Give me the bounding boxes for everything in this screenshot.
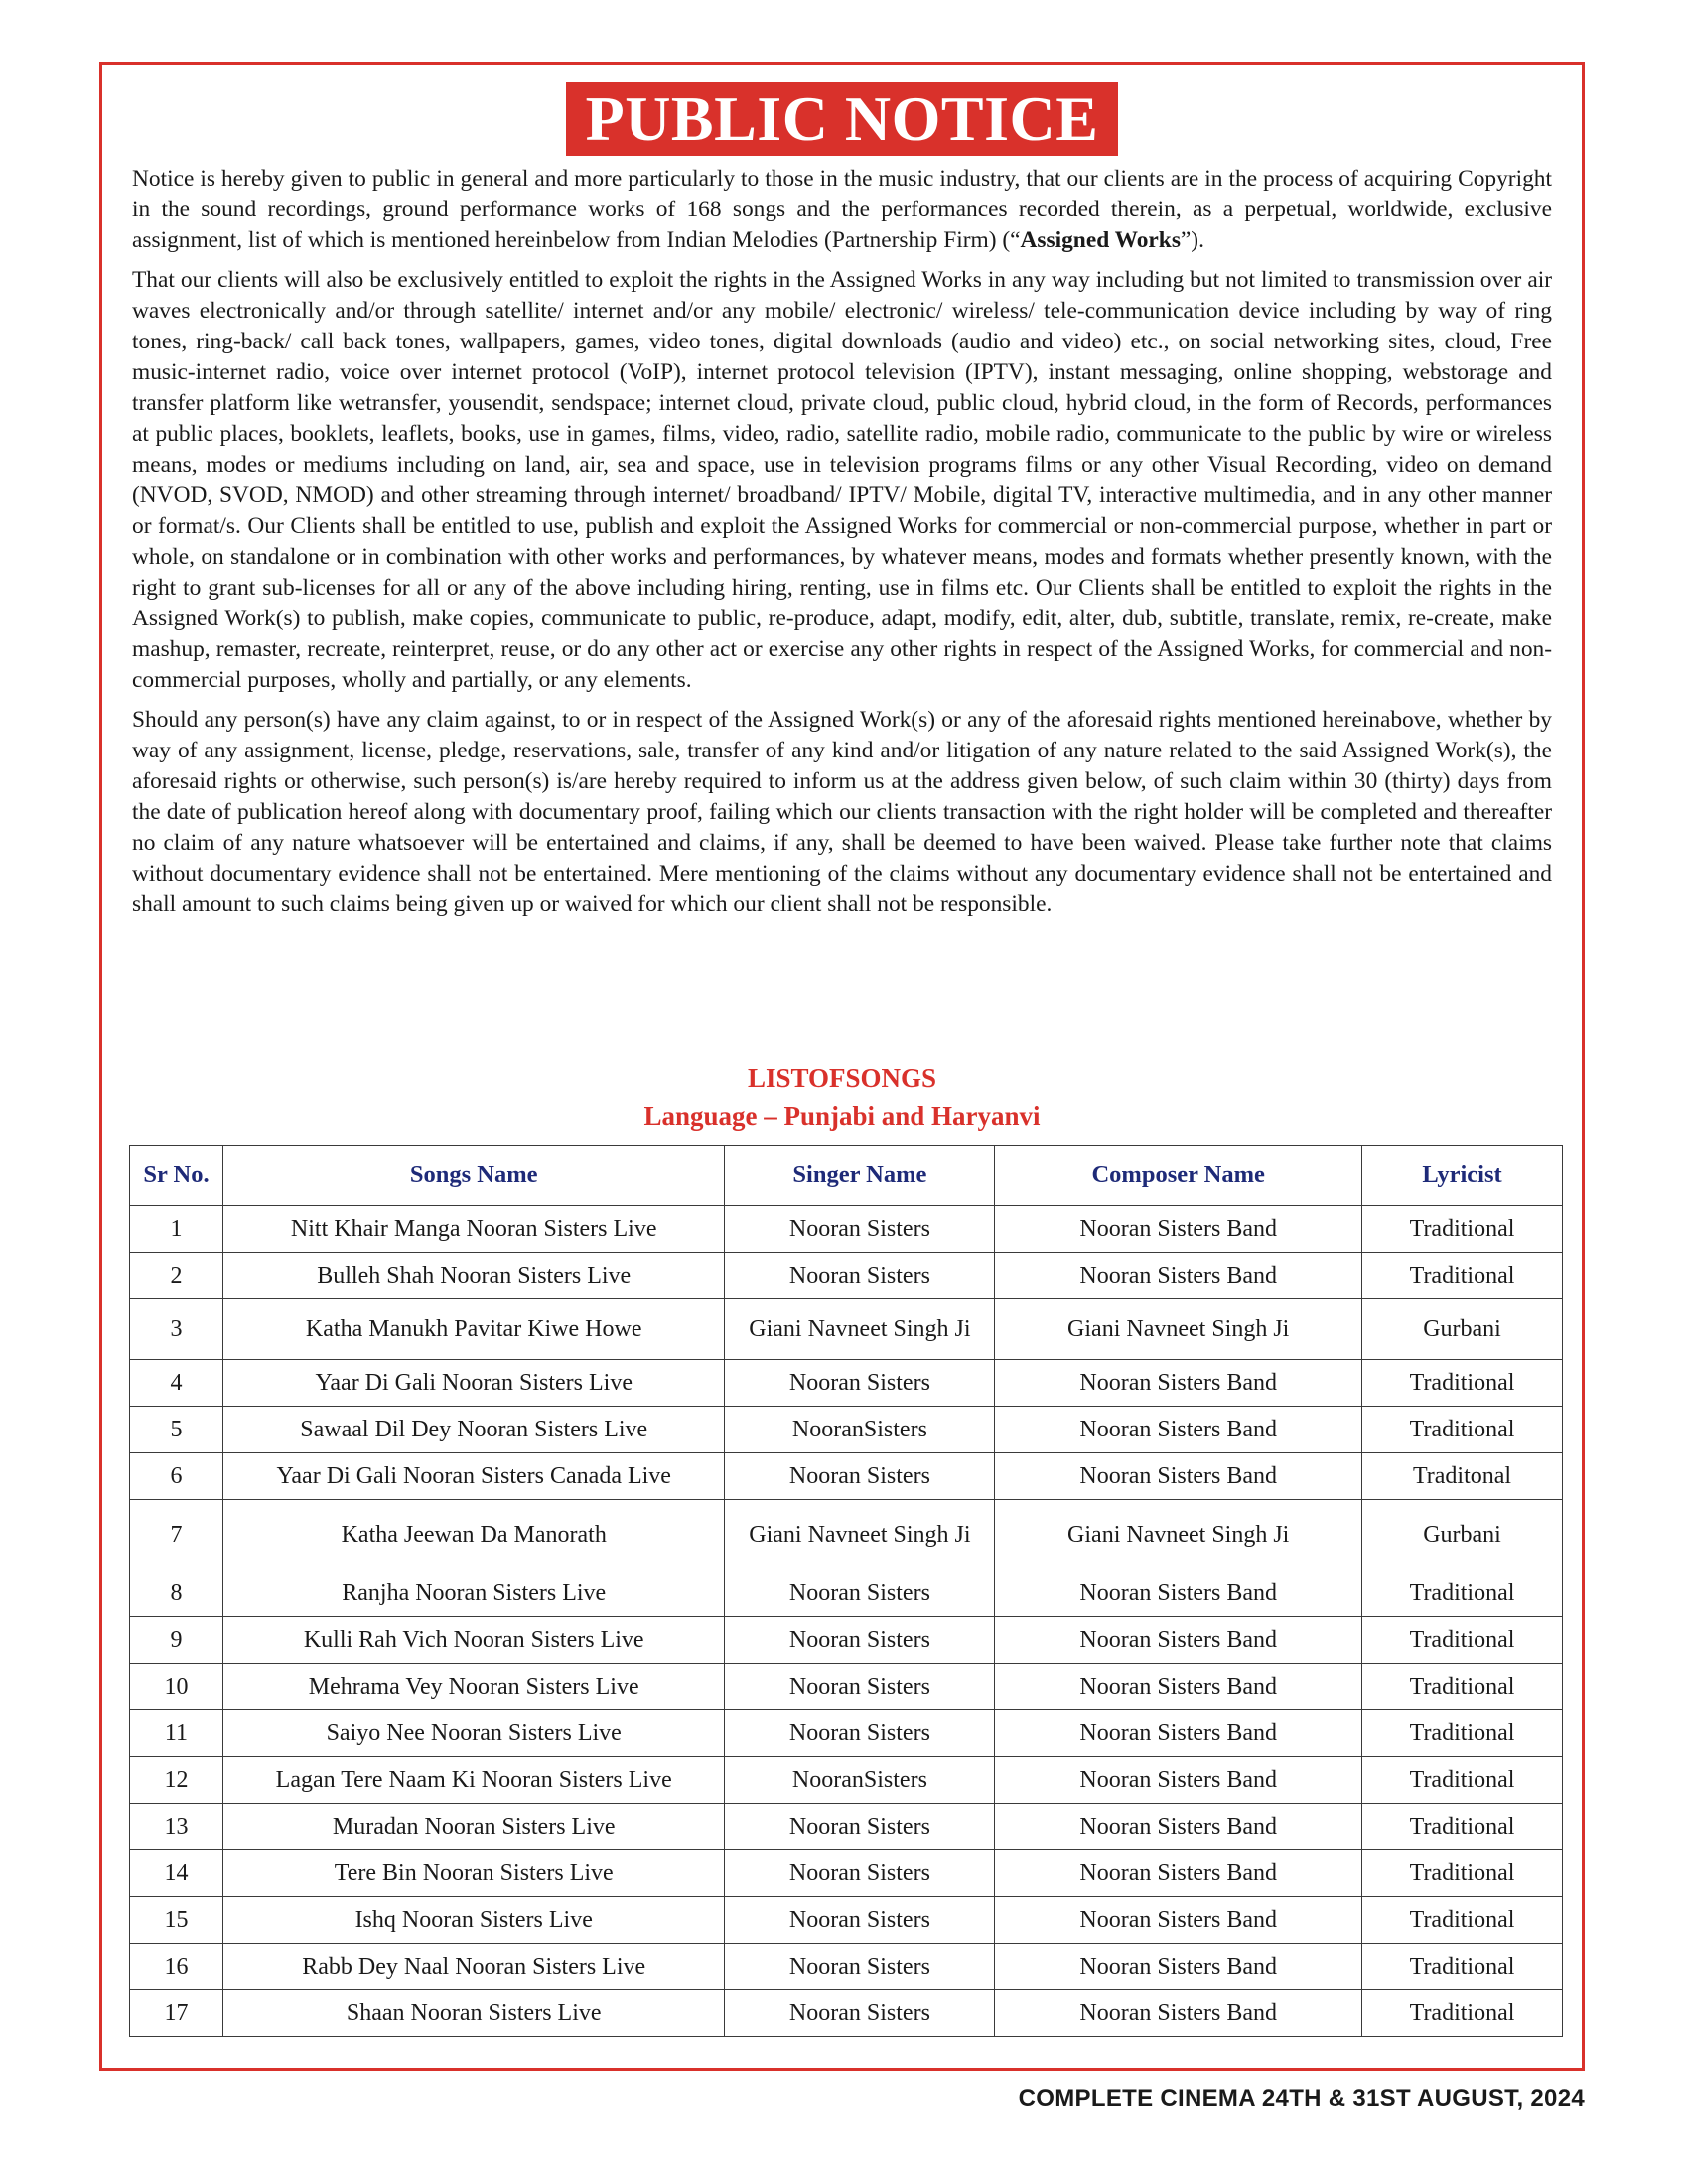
table-row xyxy=(130,1850,1563,1897)
composer-name-cell: Nooran Sisters Band xyxy=(995,1570,1362,1617)
column-header-song-name: Songs Name xyxy=(222,1146,725,1206)
column-header-sr-no: Sr No. xyxy=(130,1146,223,1206)
composer-name-cell: Nooran Sisters Band xyxy=(995,1664,1362,1710)
song-name-cell: Muradan Nooran Sisters Live xyxy=(222,1804,725,1850)
composer-name-cell: Nooran Sisters Band xyxy=(995,1990,1362,2037)
songs-table xyxy=(129,1145,1563,2037)
sr-no-cell: 3 xyxy=(130,1299,223,1360)
paragraph-claims: Should any person(s) have any claim against, to or in respect of the Assigned Work(s) or any of the aforesaid rights mentioned hereinabove, whether by way of any assignment, license, pledge, reservations, sale, transfer of any kind and/or litigation of any nature related to the said Assigned Work(s), the aforesaid rights or otherwise, such person(s) is/are hereby required to inform us at the address given below, of such claim within 30 (thirty) days from the date of publication hereof along with documentary proof, failing which our clients transaction with the right holder will be completed and thereafter no claim of any nature whatsoever will be entertained and claims, if any, shall be deemed to have been waived. Please take further note that claims without documentary evidence shall not be entertained. Mere mentioning of the claims without any documentary evidence shall not be entertained and shall amount to such claims being given up or waived for which our client shall not be responsible. xyxy=(132,707,1552,917)
column-header-singer-name: Singer Name xyxy=(725,1146,995,1206)
song-name-cell: Sawaal Dil Dey Nooran Sisters Live xyxy=(222,1407,725,1453)
singer-name-cell: Nooran Sisters xyxy=(725,1206,995,1253)
sr-no-cell: 11 xyxy=(130,1710,223,1757)
lyricist-cell: Traditional xyxy=(1362,1990,1563,2037)
sr-no-cell: 13 xyxy=(130,1804,223,1850)
table-row xyxy=(130,1944,1563,1990)
song-name-cell: Katha Jeewan Da Manorath xyxy=(222,1500,725,1570)
composer-name-cell: Nooran Sisters Band xyxy=(995,1253,1362,1299)
lyricist-cell: Traditional xyxy=(1362,1710,1563,1757)
sr-no-cell: 9 xyxy=(130,1617,223,1664)
composer-name-cell: Nooran Sisters Band xyxy=(995,1407,1362,1453)
table-row xyxy=(130,1407,1563,1453)
composer-name-cell: Nooran Sisters Band xyxy=(995,1804,1362,1850)
lyricist-cell: Traditonal xyxy=(1362,1453,1563,1500)
singer-name-cell: Nooran Sisters xyxy=(725,1453,995,1500)
lyricist-cell: Traditional xyxy=(1362,1360,1563,1407)
singer-name-cell: Nooran Sisters xyxy=(725,1570,995,1617)
lyricist-cell: Traditional xyxy=(1362,1804,1563,1850)
table-row xyxy=(130,1360,1563,1407)
lyricist-cell: Traditional xyxy=(1362,1617,1563,1664)
table-row xyxy=(130,1206,1563,1253)
paragraph-rights: That our clients will also be exclusively entitled to exploit the rights in the Assigned Works in any way including but not limited to transmission over air waves electronically and/or through satellite/ internet and/or any mobile/ electronic/ wireless/ tele-communication device including by way of ring tones, ring-back/ call back tones, wallpapers, games, video tones, digital downloads (audio and video) etc., on social networking sites, cloud, Free music-internet radio, voice over internet protocol (VoIP), internet protocol television (IPTV), instant messaging, online shopping, webstorage and transfer platform like wetransfer, yousendit, sendspace; internet cloud, private cloud, public cloud, hybrid cloud, in the form of Records, performances at public places, booklets, leaflets, books, use in games, films, video, radio, satellite radio, mobile radio, communicate to the public by wire or wireless means, modes or mediums including on land, air, sea and space, use in television programs films or any other Visual Recording, video on demand (NVOD, SVOD, NMOD) and other streaming through internet/ broadband/ IPTV/ Mobile, digital TV, interactive multimedia, and in any other manner or format/s. Our Clients shall be entitled to use, publish and exploit the Assigned Works for commercial or non-commercial purpose, whether in part or whole, on standalone or in combination with other works and performances, by whatever means, modes and formats whether presently known, with the right to grant sub-licenses for all or any of the above including hiring, renting, use in films etc. Our Clients shall be entitled to exploit the rights in the Assigned Work(s) to publish, make copies, communicate to public, re-produce, adapt, modify, edit, alter, dub, subtitle, translate, remix, re-create, make mashup, remaster, recreate, reinterpret, reuse, or do any other act or exercise any other rights in respect of the Assigned Works, for commercial and non-commercial purposes, wholly and partially, or any elements. xyxy=(132,267,1552,693)
singer-name-cell: Nooran Sisters xyxy=(725,1710,995,1757)
singer-name-cell: NooranSisters xyxy=(725,1757,995,1804)
title-container xyxy=(102,82,1582,156)
singer-name-cell: Nooran Sisters xyxy=(725,1850,995,1897)
notice-body xyxy=(132,164,1552,929)
composer-name-cell: Giani Navneet Singh Ji xyxy=(995,1299,1362,1360)
table-row xyxy=(130,1253,1563,1299)
composer-name-cell: Nooran Sisters Band xyxy=(995,1944,1362,1990)
song-name-cell: Mehrama Vey Nooran Sisters Live xyxy=(222,1664,725,1710)
paragraph-acquisition-end: ”). xyxy=(1180,227,1204,253)
song-name-cell: Yaar Di Gali Nooran Sisters Live xyxy=(222,1360,725,1407)
sr-no-cell: 17 xyxy=(130,1990,223,2037)
sr-no-cell: 2 xyxy=(130,1253,223,1299)
song-name-cell: Ishq Nooran Sisters Live xyxy=(222,1897,725,1944)
sr-no-cell: 4 xyxy=(130,1360,223,1407)
sr-no-cell: 14 xyxy=(130,1850,223,1897)
sr-no-cell: 12 xyxy=(130,1757,223,1804)
composer-name-cell: Nooran Sisters Band xyxy=(995,1453,1362,1500)
singer-name-cell: NooranSisters xyxy=(725,1407,995,1453)
lyricist-cell: Traditional xyxy=(1362,1850,1563,1897)
sr-no-cell: 16 xyxy=(130,1944,223,1990)
song-list-heading: LISTOFSONGS xyxy=(747,1063,937,1093)
lyricist-cell: Traditional xyxy=(1362,1897,1563,1944)
singer-name-cell: Nooran Sisters xyxy=(725,1360,995,1407)
table-row xyxy=(130,1570,1563,1617)
lyricist-cell: Traditional xyxy=(1362,1253,1563,1299)
singer-name-cell: Nooran Sisters xyxy=(725,1944,995,1990)
composer-name-cell: Nooran Sisters Band xyxy=(995,1710,1362,1757)
lyricist-cell: Traditional xyxy=(1362,1944,1563,1990)
song-name-cell: Saiyo Nee Nooran Sisters Live xyxy=(222,1710,725,1757)
sr-no-cell: 5 xyxy=(130,1407,223,1453)
table-row xyxy=(130,1757,1563,1804)
song-name-cell: Lagan Tere Naam Ki Nooran Sisters Live xyxy=(222,1757,725,1804)
table-row xyxy=(130,1897,1563,1944)
lyricist-cell: Traditional xyxy=(1362,1407,1563,1453)
song-name-cell: Katha Manukh Pavitar Kiwe Howe xyxy=(222,1299,725,1360)
composer-name-cell: Nooran Sisters Band xyxy=(995,1897,1362,1944)
lyricist-cell: Traditional xyxy=(1362,1664,1563,1710)
column-header-composer-name: Composer Name xyxy=(995,1146,1362,1206)
composer-name-cell: Nooran Sisters Band xyxy=(995,1850,1362,1897)
singer-name-cell: Giani Navneet Singh Ji xyxy=(725,1299,995,1360)
lyricist-cell: Gurbani xyxy=(1362,1299,1563,1360)
composer-name-cell: Nooran Sisters Band xyxy=(995,1206,1362,1253)
song-list-language: Language – Punjabi and Haryanvi xyxy=(643,1101,1041,1131)
song-name-cell: Bulleh Shah Nooran Sisters Live xyxy=(222,1253,725,1299)
table-row xyxy=(130,1710,1563,1757)
table-header-row xyxy=(130,1146,1563,1206)
paragraph-acquisition-text: Notice is hereby given to public in general and more particularly to those in the music industry, that our clients are in the process of acquiring Copyright in the sound recordings, ground performance works of 168 songs and the performances recorded therein, as a perpetual, worldwide, exclusive assignment, list of which is mentioned hereinbelow from Indian Melodies (Partnership Firm) (“ xyxy=(132,166,1552,253)
sr-no-cell: 1 xyxy=(130,1206,223,1253)
composer-name-cell: Giani Navneet Singh Ji xyxy=(995,1500,1362,1570)
column-header-lyricist: Lyricist xyxy=(1362,1146,1563,1206)
song-name-cell: Rabb Dey Naal Nooran Sisters Live xyxy=(222,1944,725,1990)
singer-name-cell: Nooran Sisters xyxy=(725,1990,995,2037)
sr-no-cell: 8 xyxy=(130,1570,223,1617)
singer-name-cell: Nooran Sisters xyxy=(725,1664,995,1710)
song-name-cell: Yaar Di Gali Nooran Sisters Canada Live xyxy=(222,1453,725,1500)
composer-name-cell: Nooran Sisters Band xyxy=(995,1757,1362,1804)
singer-name-cell: Nooran Sisters xyxy=(725,1897,995,1944)
table-row xyxy=(130,1299,1563,1360)
notice-title: PUBLIC NOTICE xyxy=(566,82,1119,156)
composer-name-cell: Nooran Sisters Band xyxy=(995,1617,1362,1664)
song-name-cell: Tere Bin Nooran Sisters Live xyxy=(222,1850,725,1897)
table-row xyxy=(130,1804,1563,1850)
song-name-cell: Shaan Nooran Sisters Live xyxy=(222,1990,725,2037)
composer-name-cell: Nooran Sisters Band xyxy=(995,1360,1362,1407)
lyricist-cell: Traditional xyxy=(1362,1570,1563,1617)
song-list-heading-block xyxy=(102,1059,1582,1135)
notice-border xyxy=(99,62,1585,2071)
singer-name-cell: Nooran Sisters xyxy=(725,1617,995,1664)
table-row xyxy=(130,1453,1563,1500)
singer-name-cell: Nooran Sisters xyxy=(725,1804,995,1850)
song-name-cell: Ranjha Nooran Sisters Live xyxy=(222,1570,725,1617)
singer-name-cell: Nooran Sisters xyxy=(725,1253,995,1299)
sr-no-cell: 7 xyxy=(130,1500,223,1570)
lyricist-cell: Traditional xyxy=(1362,1757,1563,1804)
paragraph-acquisition xyxy=(132,164,1552,256)
table-row xyxy=(130,1990,1563,2037)
song-name-cell: Nitt Khair Manga Nooran Sisters Live xyxy=(222,1206,725,1253)
song-name-cell: Kulli Rah Vich Nooran Sisters Live xyxy=(222,1617,725,1664)
sr-no-cell: 15 xyxy=(130,1897,223,1944)
sr-no-cell: 10 xyxy=(130,1664,223,1710)
sr-no-cell: 6 xyxy=(130,1453,223,1500)
table-body xyxy=(130,1206,1563,2037)
assigned-works-term: Assigned Works xyxy=(1020,227,1181,253)
table-row xyxy=(130,1664,1563,1710)
table-row xyxy=(130,1500,1563,1570)
lyricist-cell: Traditional xyxy=(1362,1206,1563,1253)
table-row xyxy=(130,1617,1563,1664)
lyricist-cell: Gurbani xyxy=(1362,1500,1563,1570)
singer-name-cell: Giani Navneet Singh Ji xyxy=(725,1500,995,1570)
publication-footer: COMPLETE CINEMA 24TH & 31ST AUGUST, 2024 xyxy=(1018,2085,1585,2112)
